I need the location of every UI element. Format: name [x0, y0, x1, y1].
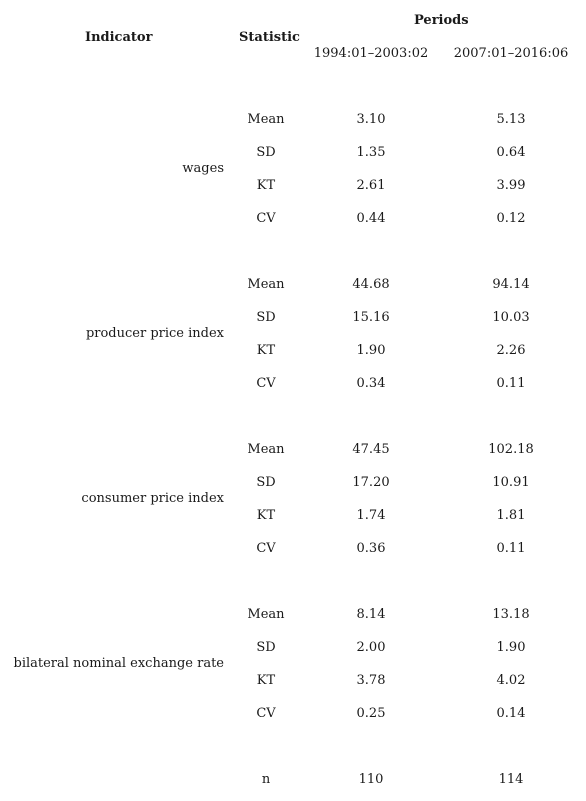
period2-value: 0.12: [496, 211, 526, 226]
period2-value: 4.02: [496, 673, 526, 688]
period2-value: 3.99: [496, 178, 526, 193]
statistic-label: Mean: [247, 442, 285, 457]
period1-value: 3.10: [356, 112, 386, 127]
period2-value: 2.26: [496, 343, 526, 358]
period2-value: 0.14: [496, 706, 526, 721]
statistic-label: Mean: [247, 607, 285, 622]
period2-value: 0.64: [496, 145, 526, 160]
period1-value: 47.45: [352, 442, 390, 457]
statistic-label: Mean: [247, 112, 285, 127]
sample-size-label: n: [261, 772, 271, 787]
period1-value: 15.16: [352, 310, 390, 325]
statistic-label: SD: [256, 475, 276, 490]
indicator-label: producer price index: [85, 326, 224, 341]
statistic-label: KT: [256, 178, 276, 193]
period2-header: 2007:01–2016:06: [453, 46, 569, 61]
statistic-label: CV: [256, 211, 276, 226]
indicator-label: consumer price index: [81, 491, 224, 506]
period2-value: 10.03: [492, 310, 530, 325]
indicator-label: wages: [182, 161, 224, 176]
period1-value: 8.14: [356, 607, 386, 622]
period1-value: 0.34: [356, 376, 386, 391]
sample-size-period1: 110: [358, 772, 384, 787]
period2-value: 102.18: [488, 442, 534, 457]
statistic-label: SD: [256, 310, 276, 325]
statistic-label: CV: [256, 376, 276, 391]
period2-value: 0.11: [496, 541, 526, 556]
period1-value: 17.20: [352, 475, 390, 490]
period1-value: 1.90: [356, 343, 386, 358]
period2-value: 10.91: [492, 475, 530, 490]
period1-value: 0.44: [356, 211, 386, 226]
period1-value: 44.68: [352, 277, 390, 292]
period2-value: 5.13: [496, 112, 526, 127]
statistic-label: KT: [256, 673, 276, 688]
statistic-label: KT: [256, 343, 276, 358]
period2-value: 1.90: [496, 640, 526, 655]
statistic-label: SD: [256, 640, 276, 655]
period2-value: 1.81: [496, 508, 526, 523]
statistic-label: CV: [256, 706, 276, 721]
period2-value: 94.14: [492, 277, 530, 292]
period1-value: 2.61: [356, 178, 386, 193]
statistic-label: CV: [256, 541, 276, 556]
indicator-label: bilateral nominal exchange rate: [13, 656, 224, 671]
period1-value: 3.78: [356, 673, 386, 688]
statistic-header: Statistic: [239, 30, 300, 45]
statistic-label: SD: [256, 145, 276, 160]
period1-value: 0.25: [356, 706, 386, 721]
sample-size-period2: 114: [498, 772, 524, 787]
period1-value: 1.74: [356, 508, 386, 523]
period2-value: 0.11: [496, 376, 526, 391]
indicator-header: Indicator: [85, 30, 153, 45]
period1-header: 1994:01–2003:02: [313, 46, 429, 61]
period1-value: 0.36: [356, 541, 386, 556]
period1-value: 1.35: [356, 145, 386, 160]
statistic-label: KT: [256, 508, 276, 523]
periods-header: Periods: [414, 13, 469, 28]
period2-value: 13.18: [492, 607, 530, 622]
period1-value: 2.00: [356, 640, 386, 655]
statistic-label: Mean: [247, 277, 285, 292]
